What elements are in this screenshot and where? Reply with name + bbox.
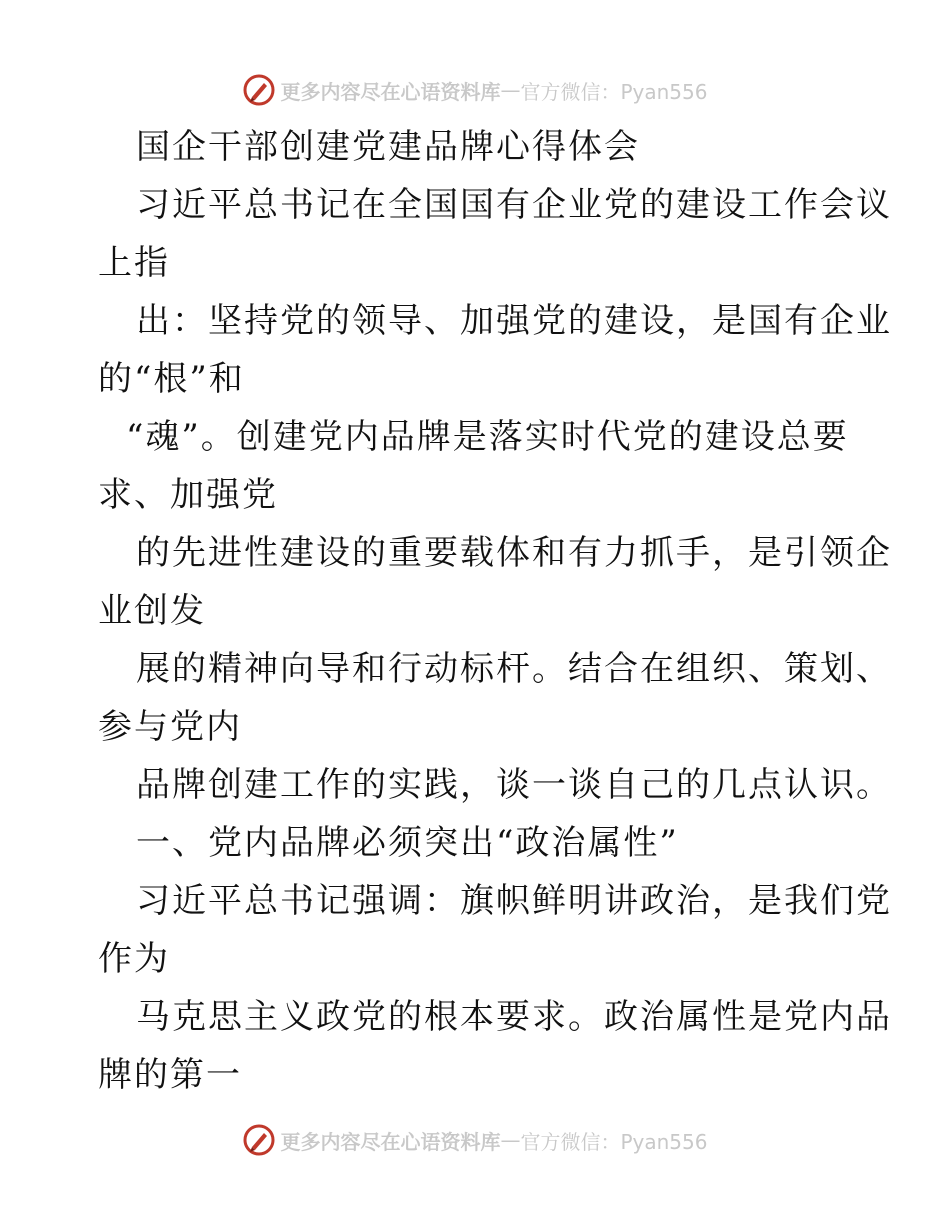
paragraph-line: 的先进性建设的重要载体和有力抓手，是引领企 <box>136 533 892 573</box>
pen-logo-icon <box>242 1123 276 1157</box>
watermark-header <box>0 70 950 110</box>
paragraph-line: “魂”。创建党内品牌是落实时代党的建设总要 <box>126 417 849 457</box>
paragraph-line: 展的精神向导和行动标杆。结合在组织、策划、 <box>136 649 892 689</box>
watermark-main-text: 更多内容尽在心语资料库 <box>280 79 501 104</box>
paragraph-line: 的“根”和 <box>98 359 245 399</box>
paragraph-line: 业创发 <box>98 591 206 631</box>
watermark-dash: — <box>500 78 521 102</box>
paragraph-line: 求、加强党 <box>98 475 278 515</box>
paragraph-line: 习近平总书记在全国国有企业党的建设工作会议 <box>136 185 892 225</box>
watermark-sub-text: 官方微信：Pyan556 <box>520 79 708 104</box>
section-heading: 一、党内品牌必须突出“政治属性” <box>136 823 679 863</box>
paragraph-line: 牌的第一 <box>98 1055 242 1095</box>
paragraph-line: 习近平总书记强调：旗帜鲜明讲政治，是我们党 <box>136 881 892 921</box>
document-title: 国企干部创建党建品牌心得体会 <box>136 127 640 167</box>
document-body <box>98 118 892 1104</box>
watermark-footer <box>0 1120 950 1160</box>
paragraph-line: 品牌创建工作的实践，谈一谈自己的几点认识。 <box>136 765 892 805</box>
paragraph-line: 马克思主义政党的根本要求。政治属性是党内品 <box>136 997 892 1037</box>
watermark-main-text: 更多内容尽在心语资料库 <box>280 1129 501 1154</box>
watermark-sub-text: 官方微信：Pyan556 <box>520 1129 708 1154</box>
paragraph-line: 上指 <box>98 243 170 283</box>
paragraph-line: 参与党内 <box>98 707 242 747</box>
paragraph-line: 出：坚持党的领导、加强党的建设，是国有企业 <box>136 301 892 341</box>
pen-logo-icon <box>242 73 276 107</box>
paragraph-line: 作为 <box>98 939 170 979</box>
watermark-dash: — <box>500 1128 521 1152</box>
